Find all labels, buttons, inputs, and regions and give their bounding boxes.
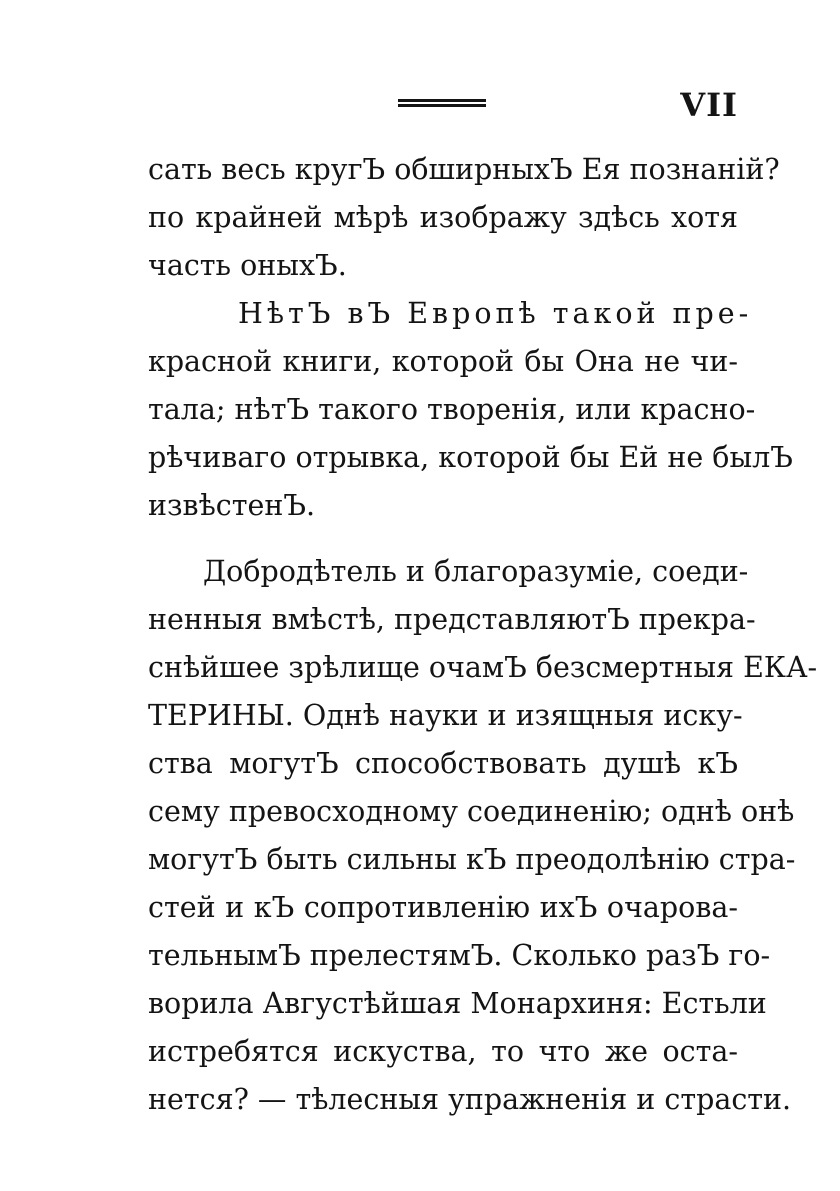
text-line: часть оныхЪ. <box>148 249 347 282</box>
text-line: сать весь кругЪ обширныхЪ Ея познаній? <box>148 153 780 186</box>
text-line: ненныя вмѣстѣ, представляютЪ прекра- <box>148 603 756 636</box>
text-line: ства могутЪ способствовать душѣ кЪ <box>148 747 738 780</box>
text-line: извѣстенЪ. <box>148 489 316 522</box>
text-line: по крайней мѣрѣ изображу здѣсь хотя <box>148 201 738 234</box>
text-line: рѣчиваго отрывка, которой бы Ей не былЪ <box>148 441 793 474</box>
text-line: сему превосходному соединенію; однѣ онѣ <box>148 795 795 828</box>
paragraph-first-line: НѣтЪ вЪ Европѣ такой пре- <box>238 297 753 330</box>
rule-line-bottom <box>398 104 486 107</box>
page-number: VII <box>680 86 738 124</box>
text-line: ворила Августѣйшая Монархиня: Естьли <box>148 987 767 1020</box>
text-line: тельнымЪ прелестямЪ. Сколько разЪ го- <box>148 939 771 972</box>
text-line: стей и кЪ сопротивленію ихЪ очарова- <box>148 891 738 924</box>
text-line: красной книги, которой бы Она не чи- <box>148 345 738 378</box>
text-line: нется? — тѣлесныя упражненія и страсти. <box>148 1083 792 1116</box>
text-line: ТЕРИНЫ. Однѣ науки и изящныя иску- <box>148 699 743 732</box>
header-double-rule <box>398 99 486 109</box>
rule-line-top <box>398 99 486 102</box>
text-line: снѣйшее зрѣлище очамЪ безсмертныя ЕКА- <box>148 651 818 684</box>
text-line: истребятся искуства, то что же оста- <box>148 1035 738 1068</box>
paragraph-first-line: Добродѣтель и благоразуміе, соеди- <box>203 555 749 588</box>
text-line: тала; нѣтЪ такого творенія, или красно- <box>148 393 756 426</box>
text-line: могутЪ быть сильны кЪ преодолѣнію стра- <box>148 843 796 876</box>
